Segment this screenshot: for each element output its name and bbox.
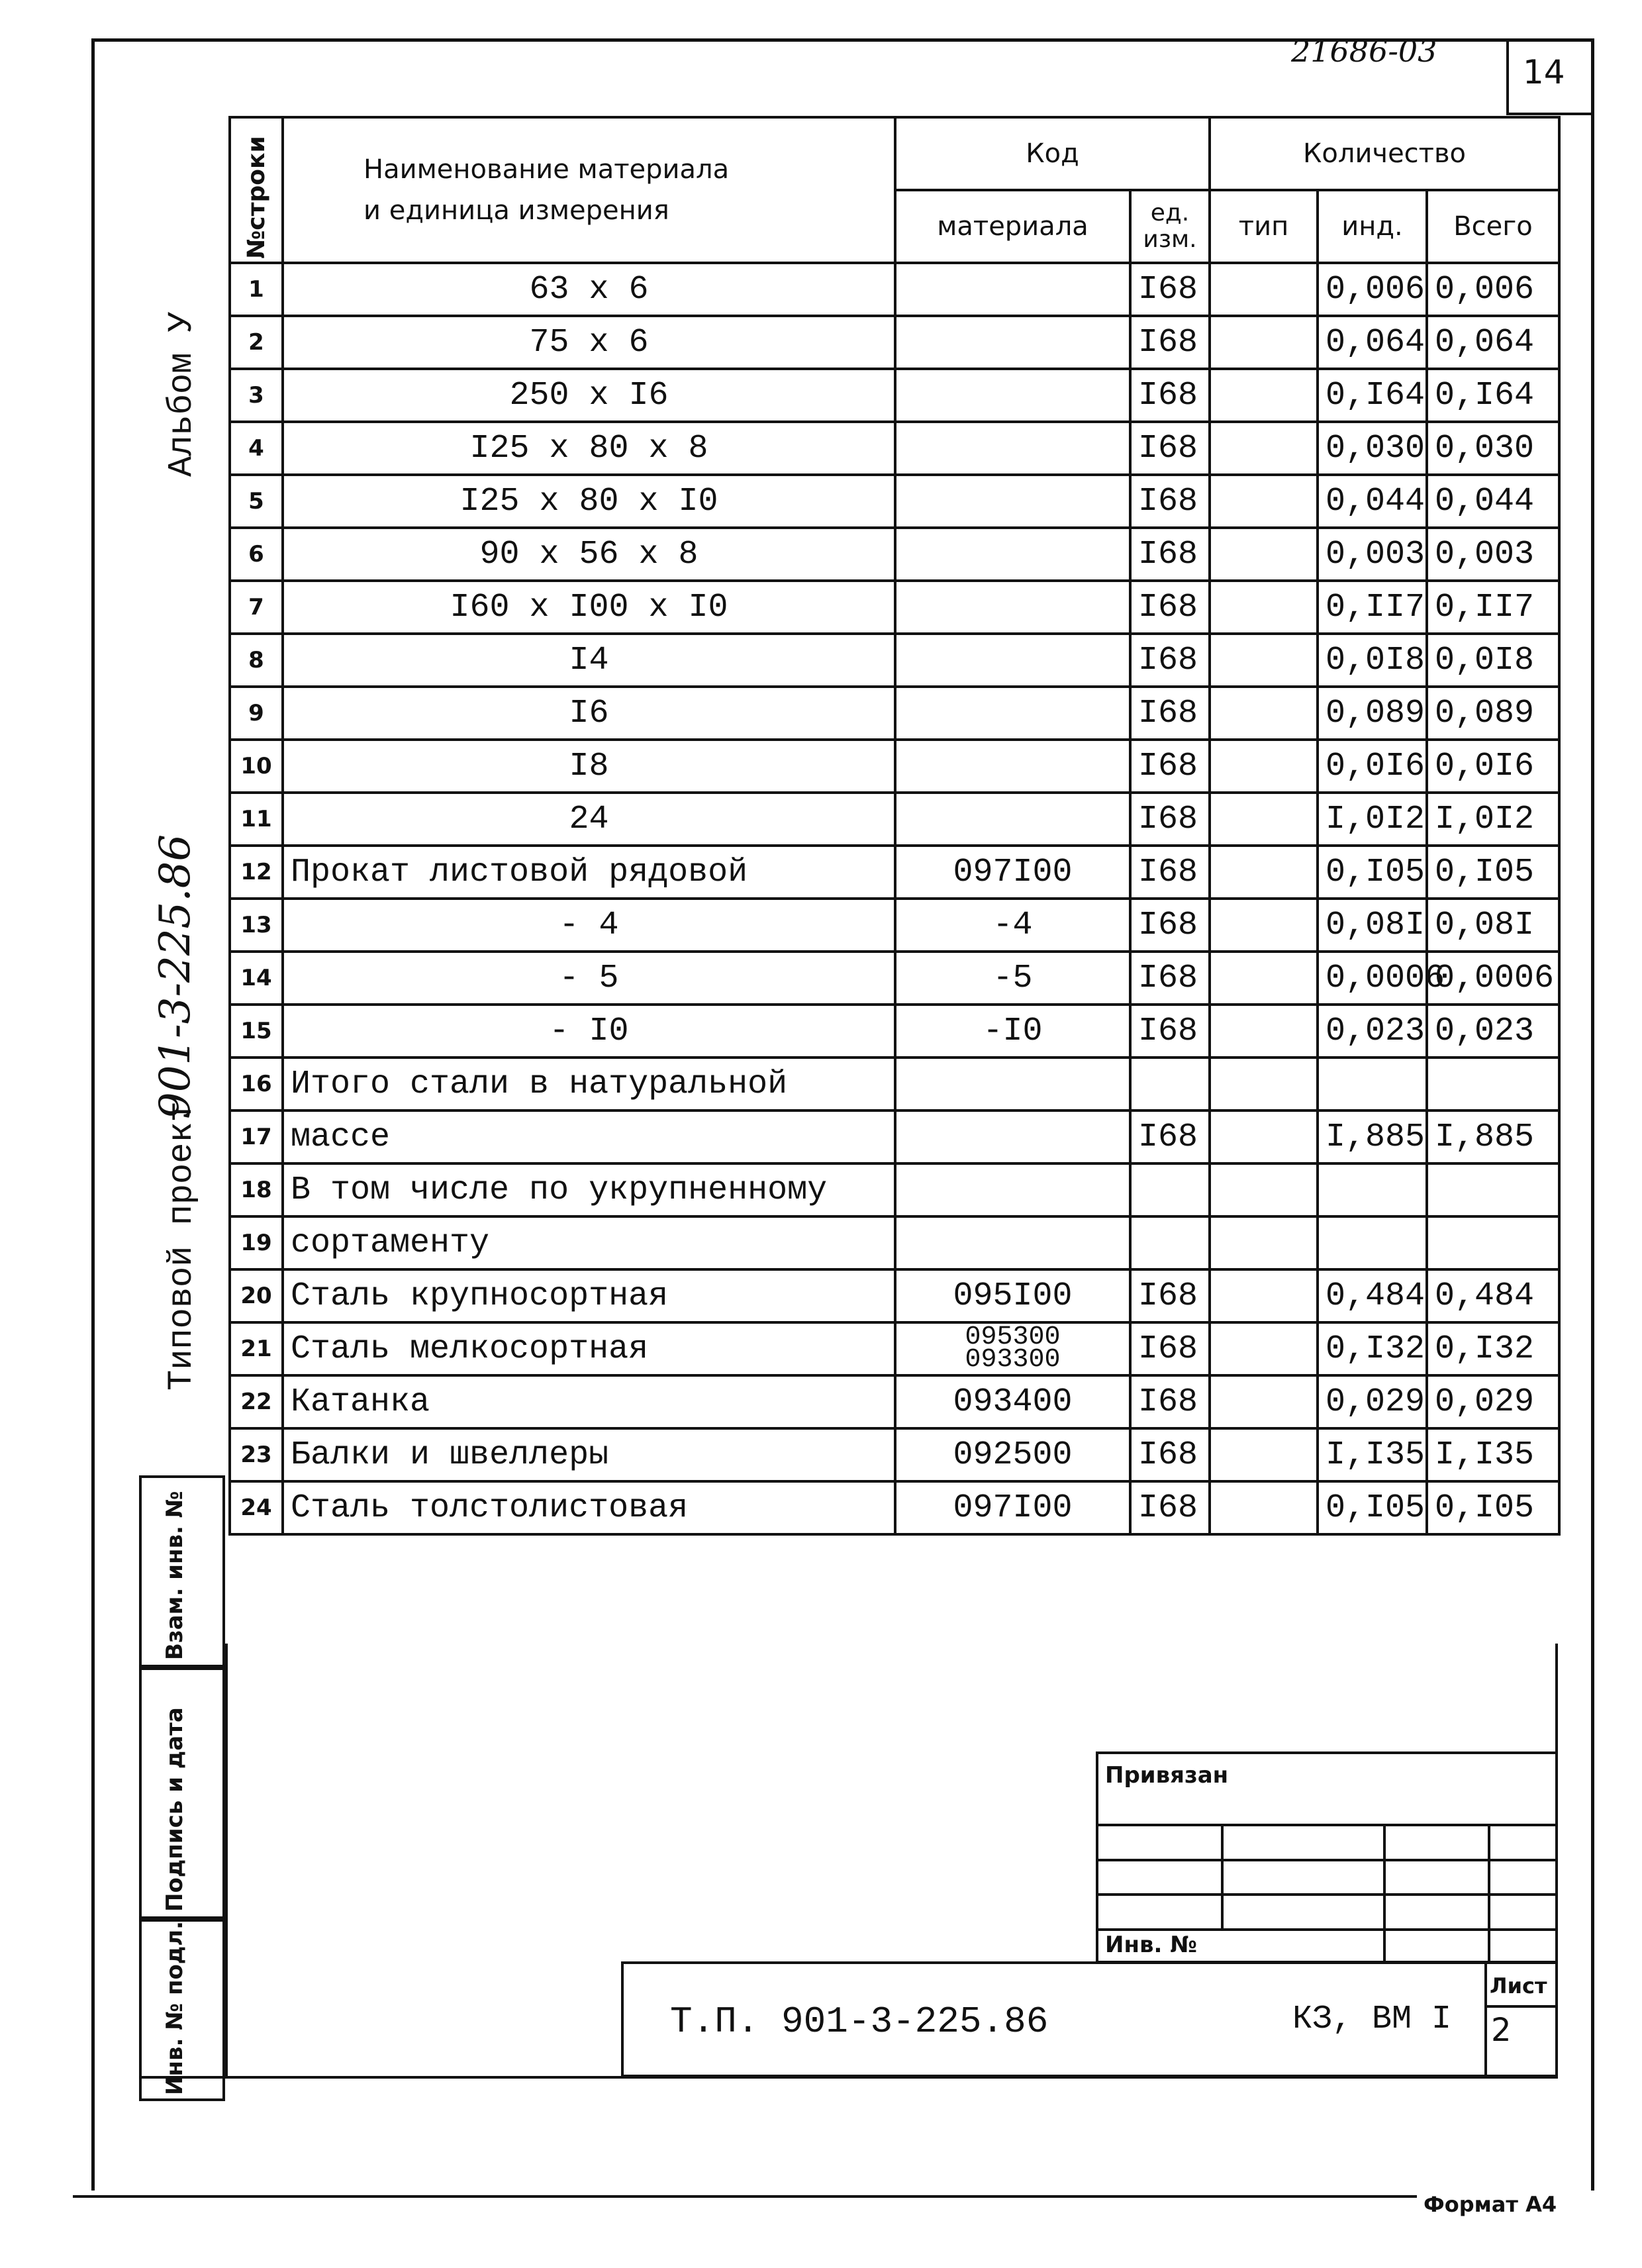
row-code	[895, 1058, 1130, 1110]
row-name: 24	[283, 793, 895, 846]
table-row	[230, 1481, 1559, 1534]
box-podpis-data	[139, 1667, 225, 1919]
row-type	[1210, 581, 1318, 634]
row-name: В том числе по укрупненному	[283, 1163, 895, 1216]
row-total: 0,003	[1427, 528, 1559, 581]
table-row	[230, 1216, 1559, 1269]
row-total: 0,023	[1427, 1005, 1559, 1058]
row-name: массе	[283, 1110, 895, 1163]
row-code: 095300 093300	[895, 1322, 1130, 1375]
row-number: 22	[230, 1375, 283, 1428]
row-number: 21	[230, 1322, 283, 1375]
row-number: 7	[230, 581, 283, 634]
table-row	[230, 263, 1559, 316]
row-total: I,0I2	[1427, 793, 1559, 846]
row-ind	[1318, 1163, 1427, 1216]
row-unit: I68	[1130, 1322, 1210, 1375]
table-row	[230, 528, 1559, 581]
row-code	[895, 316, 1130, 369]
row-total: 0,089	[1427, 687, 1559, 740]
podpis-data-label: Подпись и дата	[162, 1707, 188, 1912]
row-ind: 0,I05	[1318, 846, 1427, 899]
row-type	[1210, 952, 1318, 1005]
row-total	[1427, 1058, 1559, 1110]
row-type	[1210, 846, 1318, 899]
header-row-no	[230, 117, 283, 263]
row-total: 0,064	[1427, 316, 1559, 369]
row-number: 14	[230, 952, 283, 1005]
row-number: 23	[230, 1428, 283, 1481]
album-label: Альбом У	[162, 311, 201, 477]
table-row	[230, 475, 1559, 528]
sheet-number: 14	[1523, 53, 1565, 91]
row-number: 6	[230, 528, 283, 581]
row-type	[1210, 475, 1318, 528]
table-row	[230, 1428, 1559, 1481]
row-ind	[1318, 1058, 1427, 1110]
header-row-no-text: №строки	[243, 136, 270, 259]
row-name: Итого стали в натуральной	[283, 1058, 895, 1110]
row-ind: 0,089	[1318, 687, 1427, 740]
row-total: 0,08I	[1427, 899, 1559, 952]
row-unit: I68	[1130, 952, 1210, 1005]
row-name: - 5	[283, 952, 895, 1005]
row-ind: 0,08I	[1318, 899, 1427, 952]
row-total: 0,I32	[1427, 1322, 1559, 1375]
row-type	[1210, 740, 1318, 793]
row-type	[1210, 1428, 1318, 1481]
materials-table	[228, 116, 1561, 1536]
left-inner-line	[225, 1644, 228, 2077]
box-vzam-inv	[139, 1475, 225, 1667]
row-code: 097I00	[895, 1481, 1130, 1534]
row-code	[895, 581, 1130, 634]
row-name: Катанка	[283, 1375, 895, 1428]
row-unit: I68	[1130, 316, 1210, 369]
row-name: 75 x 6	[283, 316, 895, 369]
table-row	[230, 740, 1559, 793]
row-type	[1210, 1005, 1318, 1058]
row-type	[1210, 687, 1318, 740]
row-unit: I68	[1130, 1428, 1210, 1481]
row-code	[895, 793, 1130, 846]
row-number: 24	[230, 1481, 283, 1534]
privyazan-label: Привязан	[1105, 1762, 1229, 1789]
row-ind: I,I35	[1318, 1428, 1427, 1481]
table-row	[230, 793, 1559, 846]
row-ind	[1318, 1216, 1427, 1269]
row-number: 2	[230, 316, 283, 369]
row-total	[1427, 1163, 1559, 1216]
row-total: 0,029	[1427, 1375, 1559, 1428]
row-name: Сталь толстолистовая	[283, 1481, 895, 1534]
row-number: 8	[230, 634, 283, 687]
row-unit: I68	[1130, 1005, 1210, 1058]
row-unit: I68	[1130, 263, 1210, 316]
row-code: -I0	[895, 1005, 1130, 1058]
row-number: 19	[230, 1216, 283, 1269]
row-unit	[1130, 1216, 1210, 1269]
row-name: I25 x 80 x 8	[283, 422, 895, 475]
row-total: 0,044	[1427, 475, 1559, 528]
inv-no-label: Инв. №	[1105, 1932, 1198, 1958]
row-type	[1210, 1322, 1318, 1375]
frame-bottom-line	[73, 2195, 1417, 2198]
row-ind: 0,II7	[1318, 581, 1427, 634]
row-ind: 0,064	[1318, 316, 1427, 369]
row-number: 13	[230, 899, 283, 952]
privyazan-line-1	[1098, 1824, 1555, 1826]
row-code	[895, 528, 1130, 581]
row-type	[1210, 422, 1318, 475]
row-code	[895, 422, 1130, 475]
table-row	[230, 1110, 1559, 1163]
row-ind: 0,0I6	[1318, 740, 1427, 793]
row-number: 20	[230, 1269, 283, 1322]
row-code: 092500	[895, 1428, 1130, 1481]
row-number: 9	[230, 687, 283, 740]
row-unit	[1130, 1163, 1210, 1216]
row-ind: 0,044	[1318, 475, 1427, 528]
table-row	[230, 1322, 1559, 1375]
row-code	[895, 634, 1130, 687]
row-total: 0,0006	[1427, 952, 1559, 1005]
row-name: I60 x I00 x I0	[283, 581, 895, 634]
row-unit: I68	[1130, 528, 1210, 581]
row-total: 0,I64	[1427, 369, 1559, 422]
row-name: 250 x I6	[283, 369, 895, 422]
row-total: 0,030	[1427, 422, 1559, 475]
header-name: Наименование материала и единица измерения	[283, 117, 895, 263]
row-name: I6	[283, 687, 895, 740]
row-code	[895, 263, 1130, 316]
header-code-unit: ед. изм.	[1130, 190, 1210, 263]
row-ind: 0,I64	[1318, 369, 1427, 422]
row-number: 12	[230, 846, 283, 899]
row-number: 18	[230, 1163, 283, 1216]
row-code: 097I00	[895, 846, 1130, 899]
row-unit: I68	[1130, 793, 1210, 846]
row-name: 63 x 6	[283, 263, 895, 316]
row-unit: I68	[1130, 634, 1210, 687]
row-unit: I68	[1130, 1481, 1210, 1534]
row-unit: I68	[1130, 422, 1210, 475]
privyazan-line-3	[1098, 1893, 1555, 1896]
row-code: -5	[895, 952, 1130, 1005]
row-unit: I68	[1130, 581, 1210, 634]
row-unit: I68	[1130, 475, 1210, 528]
row-number: 5	[230, 475, 283, 528]
sheet-value: 2	[1491, 2012, 1512, 2049]
row-ind: 0,0I8	[1318, 634, 1427, 687]
table-row	[230, 1163, 1559, 1216]
table-row	[230, 422, 1559, 475]
header-q-total: Всего	[1427, 190, 1559, 263]
row-ind: 0,030	[1318, 422, 1427, 475]
row-total	[1427, 1216, 1559, 1269]
sheet-cell-divider	[1484, 1964, 1487, 2077]
row-unit: I68	[1130, 1110, 1210, 1163]
row-ind: I,885	[1318, 1110, 1427, 1163]
bottom-inner-line	[139, 2076, 1558, 2079]
row-name: Сталь крупносортная	[283, 1269, 895, 1322]
row-type	[1210, 634, 1318, 687]
row-number: 10	[230, 740, 283, 793]
row-code	[895, 369, 1130, 422]
row-unit: I68	[1130, 846, 1210, 899]
row-name: 90 x 56 x 8	[283, 528, 895, 581]
right-inner-line	[1555, 1644, 1558, 2077]
row-ind: 0,029	[1318, 1375, 1427, 1428]
row-type	[1210, 793, 1318, 846]
table-row	[230, 581, 1559, 634]
privyazan-line-4	[1098, 1928, 1555, 1931]
row-ind: 0,003	[1318, 528, 1427, 581]
row-type	[1210, 1481, 1318, 1534]
row-unit: I68	[1130, 369, 1210, 422]
table-row	[230, 846, 1559, 899]
row-name: - 4	[283, 899, 895, 952]
row-total: 0,II7	[1427, 581, 1559, 634]
row-name: - I0	[283, 1005, 895, 1058]
row-type	[1210, 899, 1318, 952]
doc-code: 21686-03	[1291, 33, 1437, 69]
header-q-ind: инд.	[1318, 190, 1427, 263]
row-type	[1210, 1375, 1318, 1428]
row-name: Сталь мелкосортная	[283, 1322, 895, 1375]
row-type	[1210, 528, 1318, 581]
title-text: Т.П. 901-3-225.86	[670, 2000, 1049, 2043]
privyazan-line-2	[1098, 1859, 1555, 1861]
row-total: 0,0I8	[1427, 634, 1559, 687]
project-label: Типовой проект	[162, 1101, 201, 1391]
row-type	[1210, 1058, 1318, 1110]
title-block	[621, 1961, 1558, 2077]
sheet-cell-hline	[1484, 2005, 1557, 2008]
row-type	[1210, 369, 1318, 422]
row-unit: I68	[1130, 687, 1210, 740]
row-name: сортаменту	[283, 1216, 895, 1269]
row-total: 0,006	[1427, 263, 1559, 316]
sheet-label: Лист	[1490, 1973, 1547, 1998]
privyazan-vline-3	[1488, 1824, 1490, 1963]
row-number: 15	[230, 1005, 283, 1058]
row-code: 093400	[895, 1375, 1130, 1428]
row-unit: I68	[1130, 1375, 1210, 1428]
row-total: I,I35	[1427, 1428, 1559, 1481]
row-code	[895, 1110, 1130, 1163]
row-number: 11	[230, 793, 283, 846]
row-ind: 0,0006	[1318, 952, 1427, 1005]
row-unit: I68	[1130, 899, 1210, 952]
row-total: 0,0I6	[1427, 740, 1559, 793]
table-row	[230, 316, 1559, 369]
mark-text: КЗ, ВМ I	[1292, 2000, 1452, 2038]
table-row	[230, 1375, 1559, 1428]
row-unit: I68	[1130, 740, 1210, 793]
inv-podl-label: Инв. № подл.	[162, 1920, 188, 2095]
row-type	[1210, 1269, 1318, 1322]
box-inv-podl	[139, 1919, 225, 2101]
header-code-material: материала	[895, 190, 1130, 263]
row-number: 3	[230, 369, 283, 422]
row-total: 0,I05	[1427, 846, 1559, 899]
row-number: 1	[230, 263, 283, 316]
table-row	[230, 899, 1559, 952]
table-body	[230, 263, 1559, 1534]
format-label: Формат А4	[1424, 2192, 1557, 2217]
row-ind: 0,I32	[1318, 1322, 1427, 1375]
row-code	[895, 687, 1130, 740]
header-quantity: Количество	[1210, 117, 1559, 190]
row-type	[1210, 1110, 1318, 1163]
table-row	[230, 1058, 1559, 1110]
header-q-type: тип	[1210, 190, 1318, 263]
row-code: -4	[895, 899, 1130, 952]
header-code: Код	[895, 117, 1210, 190]
row-name: I25 x 80 x I0	[283, 475, 895, 528]
row-name: I8	[283, 740, 895, 793]
row-code: 095I00	[895, 1269, 1130, 1322]
row-total: 0,I05	[1427, 1481, 1559, 1534]
privyazan-block	[1096, 1751, 1558, 1963]
row-ind: I,0I2	[1318, 793, 1427, 846]
row-name: I4	[283, 634, 895, 687]
table-row	[230, 687, 1559, 740]
row-code	[895, 475, 1130, 528]
row-number: 17	[230, 1110, 283, 1163]
row-type	[1210, 263, 1318, 316]
row-number: 16	[230, 1058, 283, 1110]
row-code	[895, 740, 1130, 793]
row-number: 4	[230, 422, 283, 475]
row-unit	[1130, 1058, 1210, 1110]
row-ind: 0,023	[1318, 1005, 1427, 1058]
row-code	[895, 1216, 1130, 1269]
privyazan-vline-2	[1383, 1824, 1386, 1963]
row-name: Прокат листовой рядовой	[283, 846, 895, 899]
row-ind: 0,I05	[1318, 1481, 1427, 1534]
vzam-inv-label: Взам. инв. №	[162, 1491, 188, 1660]
row-ind: 0,006	[1318, 263, 1427, 316]
row-type	[1210, 1216, 1318, 1269]
row-type	[1210, 1163, 1318, 1216]
table-row	[230, 952, 1559, 1005]
row-name: Балки и швеллеры	[283, 1428, 895, 1481]
table-row	[230, 1005, 1559, 1058]
row-total: 0,484	[1427, 1269, 1559, 1322]
table-row	[230, 1269, 1559, 1322]
row-unit: I68	[1130, 1269, 1210, 1322]
row-code	[895, 1163, 1130, 1216]
row-total: I,885	[1427, 1110, 1559, 1163]
table-row	[230, 369, 1559, 422]
project-number: 901-3-225.86	[151, 834, 200, 1119]
row-type	[1210, 316, 1318, 369]
row-ind: 0,484	[1318, 1269, 1427, 1322]
table-row	[230, 634, 1559, 687]
privyazan-vline-1	[1221, 1824, 1224, 1928]
